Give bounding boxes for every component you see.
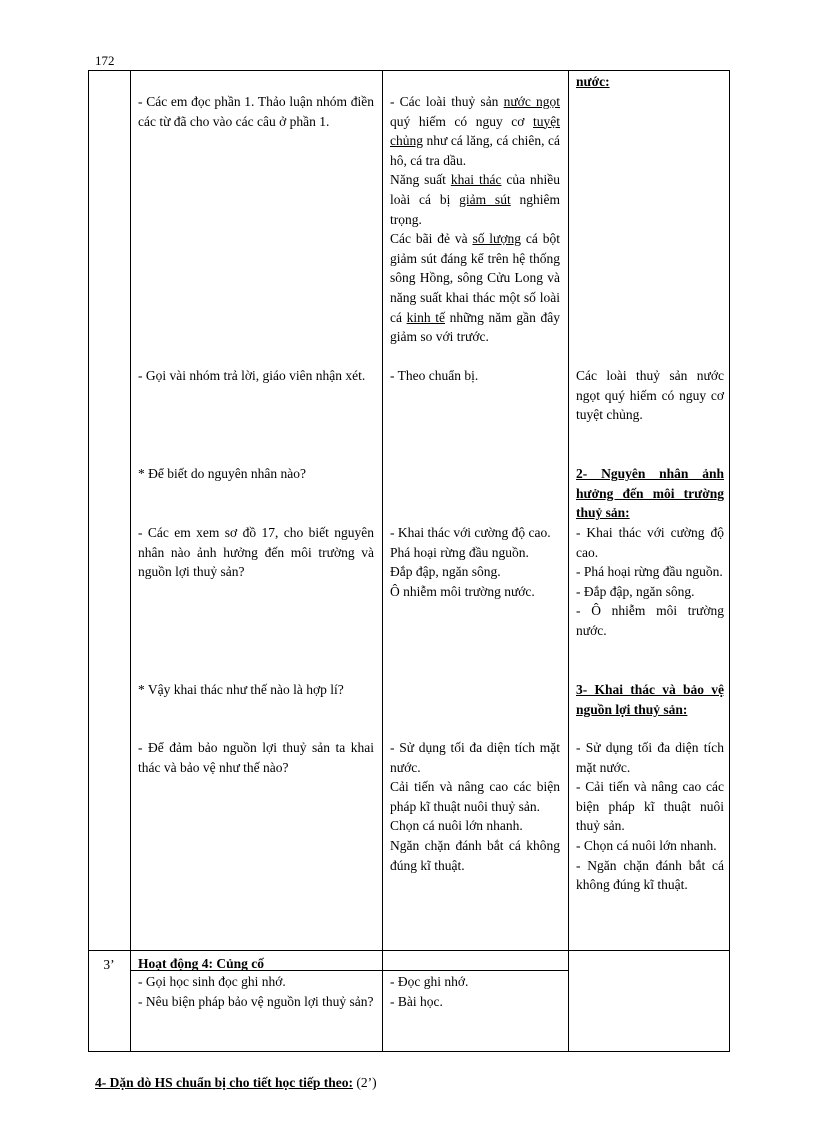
continued-heading: nước: bbox=[576, 74, 610, 89]
blank-word: nước ngọt bbox=[503, 94, 560, 109]
table-border-right bbox=[729, 70, 730, 1052]
student-answer-4 bbox=[390, 523, 560, 601]
homework-title: 4- Dặn dò HS chuẩn bị cho tiết học tiếp theo: bbox=[95, 1075, 354, 1090]
teacher-instruction-4: - Các em xem sơ đồ 17, cho biết nguyên nhân nào ảnh hưởng đến môi trường và nguồn lợi thuỷ sản? bbox=[138, 525, 374, 580]
column-divider-1 bbox=[130, 70, 131, 1052]
blank-word: kinh tế bbox=[406, 309, 445, 325]
note-line: - Phá hoại rừng đầu nguồn. bbox=[576, 564, 723, 580]
text-run: Các bãi đẻ và bbox=[390, 231, 473, 247]
text-run: Năng suất bbox=[390, 172, 451, 188]
text-run: nghiêm trọng. bbox=[390, 191, 560, 227]
teacher-instruction-1: - Các em đọc phần 1. Thảo luận nhóm điền các từ đã cho vào các câu ở phần 1. bbox=[138, 94, 374, 129]
text-run: như cá lăng, cá chiên, cá hô, cá tra dầu. bbox=[390, 133, 560, 168]
teacher-question-5: * Vậy khai thác như thế nào là hợp lí? bbox=[138, 682, 344, 697]
text-run: những năm gần đây giảm so với trước. bbox=[390, 309, 561, 345]
section-heading-3: 3- Khai thác và bảo vệ nguồn lợi thuỷ sản: bbox=[576, 682, 724, 717]
student-answer-1 bbox=[390, 92, 560, 347]
table-border-left bbox=[88, 70, 89, 1052]
teacher-question-3: * Để biết do nguyên nhân nào? bbox=[138, 466, 306, 481]
text-run: - Các loài thuỷ sản bbox=[390, 94, 504, 109]
student-answer-6 bbox=[390, 738, 560, 875]
activity-line: - Bài học. bbox=[390, 993, 443, 1009]
note-2 bbox=[576, 523, 724, 641]
answer-line: Ngăn chặn đánh bắt cá không đúng kĩ thuật. bbox=[390, 837, 560, 873]
answer-line: Đắp đập, ngăn sông. bbox=[390, 564, 501, 580]
activity-4-title: Hoạt động 4: Củng cố bbox=[138, 956, 265, 971]
activity-line: - Đọc ghi nhớ. bbox=[390, 974, 469, 989]
column-divider-2 bbox=[382, 70, 383, 1052]
teacher-instruction-6: - Để đảm bảo nguồn lợi thuỷ sản ta khai thác và bảo vệ như thế nào? bbox=[138, 740, 374, 775]
answer-line: - Khai thác với cường độ cao. bbox=[390, 525, 551, 540]
activity-line: - Gọi học sinh đọc ghi nhớ. bbox=[138, 974, 286, 989]
answer-line: Phá hoại rừng đầu nguồn. bbox=[390, 544, 529, 560]
homework-time: (2’) bbox=[353, 1075, 377, 1090]
answer-line: - Sử dụng tối đa diện tích mặt nước. bbox=[390, 740, 560, 775]
lesson-table bbox=[88, 70, 730, 1052]
note-line: - Khai thác với cường độ cao. bbox=[576, 525, 724, 560]
blank-word: khai thác bbox=[450, 172, 502, 188]
note-line: - Đắp đập, ngăn sông. bbox=[576, 583, 695, 599]
student-answer-2: - Theo chuẩn bị. bbox=[390, 368, 479, 383]
activity-line: - Nêu biện pháp bảo vệ nguồn lợi thuỷ sản? bbox=[138, 993, 374, 1009]
note-line: - Ô nhiễm môi trường nước. bbox=[576, 603, 724, 638]
homework-note bbox=[95, 1075, 377, 1091]
activity-time: 3’ bbox=[103, 957, 115, 972]
answer-line: Chọn cá nuôi lớn nhanh. bbox=[390, 818, 523, 834]
note-line: - Chọn cá nuôi lớn nhanh. bbox=[576, 837, 717, 853]
row-divider bbox=[88, 950, 730, 951]
text-run: cá bột giảm sút đáng kể trên hệ thống sông Hồng, sông Cửu Long và năng suất khai thác một số loài cá bbox=[390, 231, 560, 325]
table-border-top bbox=[88, 70, 730, 71]
student-activity-4 bbox=[390, 972, 560, 1011]
blank-word: số lượng bbox=[472, 231, 522, 247]
column-divider-3 bbox=[568, 70, 569, 1052]
teacher-activity-4 bbox=[138, 972, 374, 1011]
note-3 bbox=[576, 738, 724, 895]
page-number: 172 bbox=[95, 53, 115, 68]
note-line: - Cải tiến và nâng cao các biện pháp kĩ thuật nuôi thuỷ sản. bbox=[576, 779, 724, 834]
text-run: của nhiều loài cá bị bbox=[390, 172, 560, 207]
blank-word: tuyệt chủng bbox=[390, 113, 560, 149]
blank-word: giảm sút bbox=[459, 191, 511, 207]
note-line: - Sử dụng tối đa diện tích mặt nước. bbox=[576, 740, 724, 775]
teacher-instruction-2: - Gọi vài nhóm trả lời, giáo viên nhận xét. bbox=[138, 368, 366, 383]
note-1: Các loài thuỷ sản nước ngọt quý hiếm có nguy cơ tuyệt chủng. bbox=[576, 368, 724, 423]
section-heading-2: 2- Nguyên nhân ảnh hưởng đến môi trường thuỷ sản: bbox=[576, 466, 724, 521]
table-border-bottom bbox=[88, 1051, 730, 1052]
answer-line: Ô nhiễm môi trường nước. bbox=[390, 583, 535, 599]
text-run: quý hiếm có nguy cơ bbox=[390, 113, 533, 129]
note-line: - Ngăn chặn đánh bắt cá không đúng kĩ thuật. bbox=[576, 857, 724, 893]
answer-line: Cải tiến và nâng cao các biện pháp kĩ thuật nuôi thuỷ sản. bbox=[390, 779, 560, 814]
